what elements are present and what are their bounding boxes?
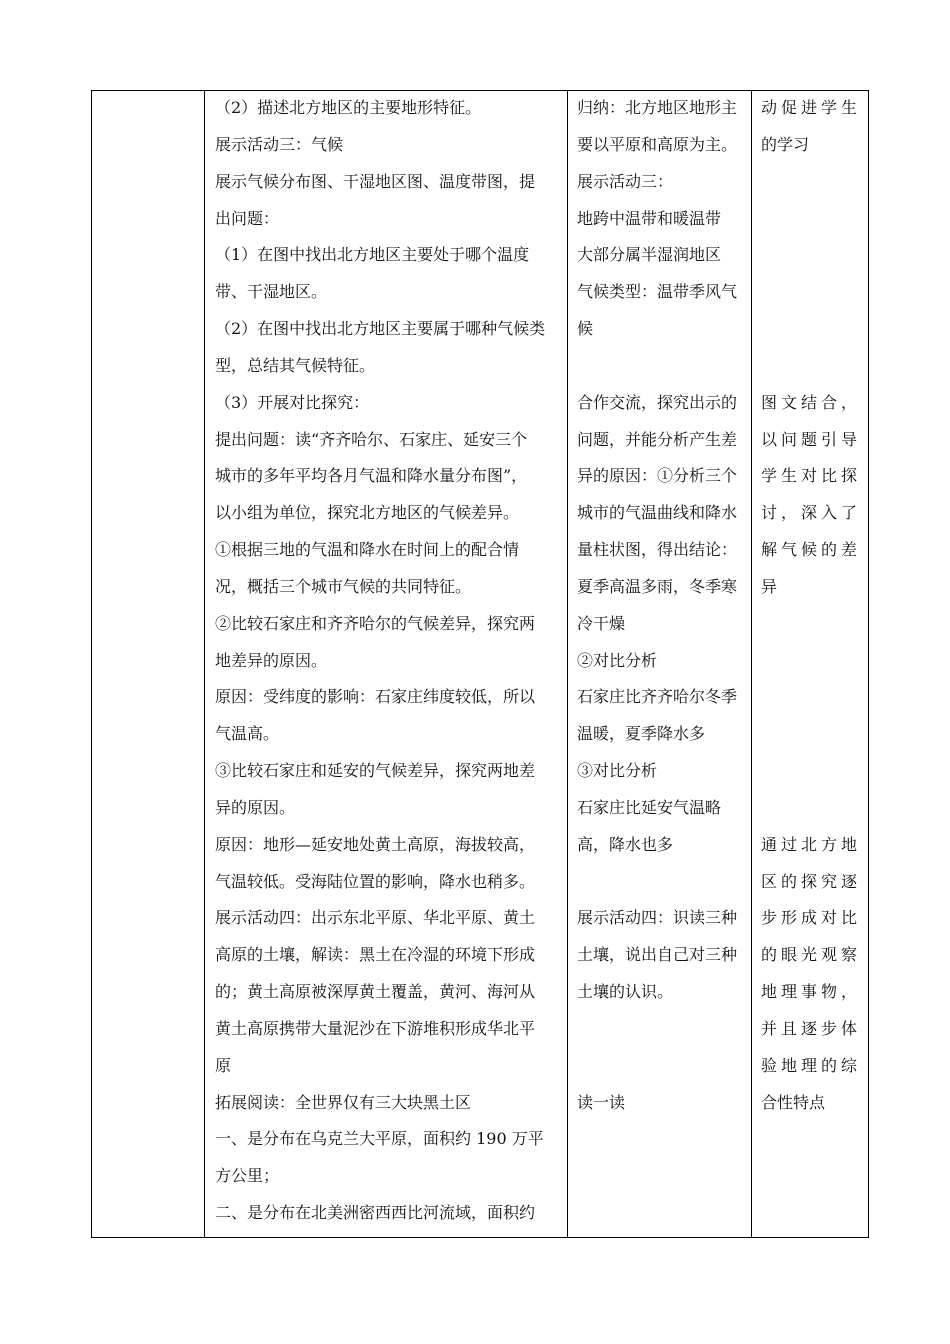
col3-text-line: 异的原因：①分析三个 xyxy=(577,466,738,485)
col2-text-line: 气温较低。受海陆位置的影响，降水也稍多。 xyxy=(215,872,536,891)
col3-text-line: 读一读 xyxy=(577,1093,626,1112)
col3-text-line: 合作交流，探究出示的 xyxy=(577,393,738,412)
col3-text-line: 温暖，夏季降水多 xyxy=(577,724,706,743)
col4-text-line: 动 促 进 学 生 xyxy=(761,98,857,117)
teacher-activity-column xyxy=(205,91,568,1238)
col3-text-line: 展示活动四：识读三种 xyxy=(577,908,738,927)
col2-text-line: 城市的多年平均各月气温和降水量分布图”， xyxy=(215,466,528,485)
col2-text-line: 提出问题：读“齐齐哈尔、石家庄、延安三个 xyxy=(215,430,528,449)
table-row xyxy=(92,91,869,1238)
col4-text-line: 异 xyxy=(761,577,778,596)
col2-text-line: 展示气候分布图、干湿地区图、温度带图，提 xyxy=(215,172,536,191)
col2-text-line: ②比较石家庄和齐齐哈尔的气候差异，探究两 xyxy=(215,614,536,633)
col2-text-line: 的；黄土高原被深厚黄土覆盖，黄河、海河从 xyxy=(215,982,536,1001)
col2-text-line: 出问题： xyxy=(215,209,280,228)
col2-text-line: ①根据三地的气温和降水在时间上的配合情 xyxy=(215,540,520,559)
col3-text-line: 高，降水也多 xyxy=(577,835,674,854)
col2-text-line: （3）开展对比探究： xyxy=(215,393,370,412)
col2-text-line: 原因：地形—延安地处黄土高原，海拔较高， xyxy=(215,835,536,854)
col3-text-line: 候 xyxy=(577,319,594,338)
col2-text-line: 带、干湿地区。 xyxy=(215,282,328,301)
col2-text-line: 地差异的原因。 xyxy=(215,651,328,670)
col3-text-line: 城市的气温曲线和降水 xyxy=(577,503,738,522)
col4-text-line: 的 眼 光 观 察 xyxy=(761,945,857,964)
col3-text-line: 地跨中温带和暖温带 xyxy=(577,209,722,228)
col2-text-line: 气温高。 xyxy=(215,724,280,743)
col2-text-line: 一、是分布在乌克兰大平原，面积约 190 万平 xyxy=(215,1129,544,1148)
col4-text-line: 讨 ， 深 入 了 xyxy=(761,503,857,522)
col3-text-line: 归纳：北方地区地形主 xyxy=(577,98,738,117)
col3-text-line: 土壤，说出自己对三种 xyxy=(577,945,738,964)
col2-text-line: （2）在图中找出北方地区主要属于哪种气候类 xyxy=(215,319,546,338)
col3-text-line: 石家庄比延安气温略 xyxy=(577,798,722,817)
col3-text-line: 气候类型：温带季风气 xyxy=(577,282,738,301)
col3-text-line: 量柱状图，得出结论： xyxy=(577,540,738,559)
col4-text-line: 地 理 事 物 ， xyxy=(761,982,857,1001)
col4-text-line: 步 形 成 对 比 xyxy=(761,908,857,927)
student-activity-column xyxy=(568,91,752,1238)
col4-text-line: 图 文 结 合 ， xyxy=(761,393,857,412)
col2-text-line: 拓展阅读：全世界仅有三大块黑土区 xyxy=(215,1093,472,1112)
col4-text-line: 区 的 探 究 逐 xyxy=(761,872,857,891)
col4-text-line: 并 且 逐 步 体 xyxy=(761,1019,857,1038)
col4-text-line: 学 生 对 比 探 xyxy=(761,466,857,485)
design-intent-column xyxy=(752,91,869,1238)
col3-text-line: 大部分属半湿润地区 xyxy=(577,245,722,264)
col2-text-line: 方公里； xyxy=(215,1166,280,1185)
col3-text-line: 石家庄比齐齐哈尔冬季 xyxy=(577,687,738,706)
col2-text-line: 高原的土壤，解读：黑土在冷湿的环境下形成 xyxy=(215,945,536,964)
col4-text-line: 解 气 候 的 差 xyxy=(761,540,857,559)
col3-text-line: 展示活动三： xyxy=(577,172,674,191)
lesson-plan-table xyxy=(91,90,869,1238)
col3-text-line: 问题，并能分析产生差 xyxy=(577,430,738,449)
col3-text-line: ③对比分析 xyxy=(577,761,658,780)
col2-text-line: 以小组为单位，探究北方地区的气候差异。 xyxy=(215,503,520,522)
col2-text-line: （1）在图中找出北方地区主要处于哪个温度 xyxy=(215,245,530,264)
col4-text-line: 的学习 xyxy=(761,135,810,154)
col2-text-line: 原因：受纬度的影响：石家庄纬度较低，所以 xyxy=(215,687,536,706)
col2-text-line: 展示活动四：出示东北平原、华北平原、黄土 xyxy=(215,908,536,927)
col2-text-line: 黄土高原携带大量泥沙在下游堆积形成华北平 xyxy=(215,1019,536,1038)
col2-text-line: 况，概括三个城市气候的共同特征。 xyxy=(215,577,472,596)
col3-text-line: 要以平原和高原为主。 xyxy=(577,135,738,154)
col2-text-line: ③比较石家庄和延安的气候差异，探究两地差 xyxy=(215,761,536,780)
col4-text-line: 通 过 北 方 地 xyxy=(761,835,857,854)
col2-text-line: 展示活动三：气候 xyxy=(215,135,344,154)
col3-text-line: 土壤的认识。 xyxy=(577,982,674,1001)
col3-text-line: 冷干燥 xyxy=(577,614,626,633)
col2-text-line: 异的原因。 xyxy=(215,798,296,817)
col2-text-line: 二、是分布在北美洲密西西比河流域，面积约 xyxy=(215,1203,536,1222)
col2-text-line: 型，总结其气候特征。 xyxy=(215,356,376,375)
col4-text-line: 合性特点 xyxy=(761,1093,826,1112)
col4-text-line: 以 问 题 引 导 xyxy=(761,430,857,449)
col3-text-line: ②对比分析 xyxy=(577,651,658,670)
col2-text-line: 原 xyxy=(215,1056,232,1075)
col3-text-line: 夏季高温多雨，冬季寒 xyxy=(577,577,738,596)
col2-text-line: （2）描述北方地区的主要地形特征。 xyxy=(215,98,482,117)
section-column xyxy=(92,91,205,1238)
col4-text-line: 验 地 理 的 综 xyxy=(761,1056,857,1075)
